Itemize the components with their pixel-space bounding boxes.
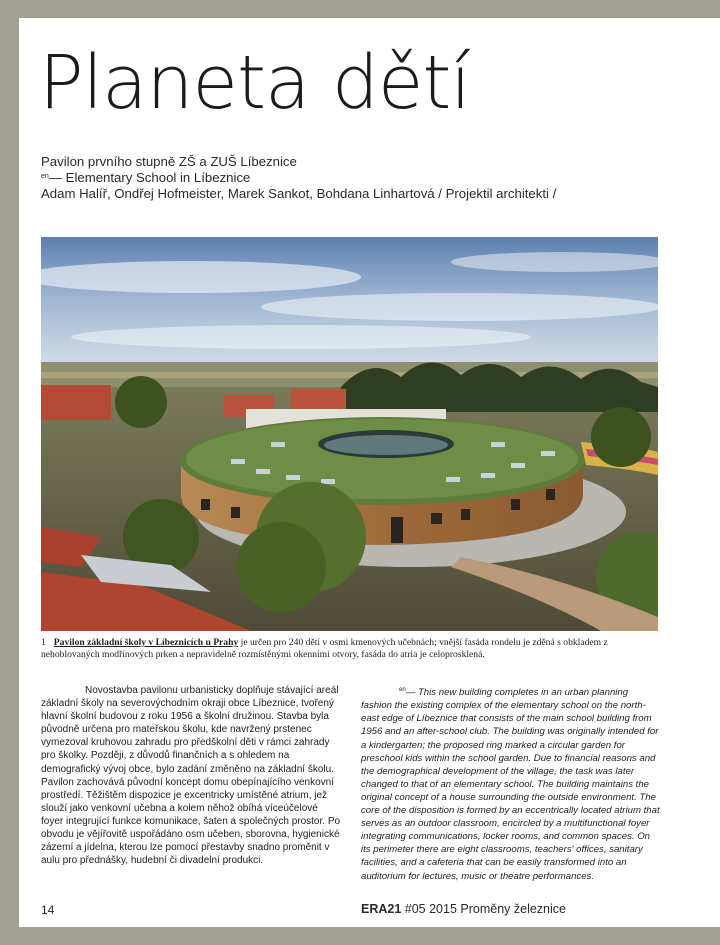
- page-title: Planeta dětí: [39, 40, 470, 126]
- authors-line: Adam Halíř, Ondřej Hofmeister, Marek Sankot, Bohdana Linhartová / Projektil architekti /: [41, 186, 557, 201]
- issue-info: #05 2015 Proměny železnice: [401, 902, 566, 916]
- magazine-page: [19, 18, 720, 927]
- body-text-english: [361, 684, 661, 883]
- caption-text: je určen pro 240 dětí v osmi kmenových učebnách; vnější fasáda rondelu je zděná s obkladem z nehoblovaných modřínových prken a nepravidelně rozmístěnými okenními otvory, fasáda do atria je celoprosklená.: [41, 637, 608, 660]
- language-marker-en: en: [41, 173, 49, 180]
- magazine-footer: [361, 902, 566, 916]
- caption-number: 1: [41, 637, 46, 648]
- subtitle-czech: Pavilon prvního stupně ZŠ a ZUŠ Líbeznice: [41, 154, 297, 169]
- caption-link[interactable]: Pavilon základní školy v Líbeznicích u Prahy: [53, 637, 239, 648]
- page-number: 14: [41, 903, 55, 917]
- body-text-czech: Novostavba pavilonu urbanisticky doplňuje stávající areál základní školy na severovýchodním okraji obce Líbeznice, tvořený hlavní školní budovou z roku 1956 a školní družinou. Stavba byla původně určena pro mateřskou školu, kde navržený prstenec vymezoval kruhovou zahradu pro předškolní děti v rámci zahrady pro školky. Později, z důvodů finančních a s ohledem na demografický vývoj obce, bylo zadání změněno na základní školu. Pavilon zachovává původní koncept domu obepínajícího venkovní prostředí. Těžištěm dispozice je excentricky umístěné atrium, jež slouží jako venkovní učebna a kolem něhož obíhá víceúčelové foyer integrující funkce komunikace, šaten a společných prostor. Po obvodu je vějířovitě uspořádáno osm učeben, sborovna, hygienické zázemí a jídelna, kterou lze pomocí přestavby snadno proměnit v aulu pro přednášky, hudební či divadelní produkci.: [41, 685, 341, 867]
- body-text-english-content: — This new building completes in an urban planning fashion the existing complex of the elementary school on the north-east edge of Líbeznice that consists of the main school building from 1956 and an after-school club. The building was originally intended for a kindergarten; the proposed ring marked a circular garden for preschool kids within the school garden. Due to financial reasons and the demographical development of the village, the task was later changed to that of an elementary school. The building maintains the original concept of a house surrounding the outside environment. The core of the disposition is formed by an eccentrically located atrium that serves as an outdoor classroom, encircled by a multifunctional foyer integrating communications, locker rooms, and common spaces. On its perimeter there are eight classrooms, teachers' offices, sanitary facilities, and a cafeteria that can be easily transformed into an auditorium for lectures, music or theatre performances.: [361, 687, 660, 882]
- subtitle-english-text: — Elementary School in Líbeznice: [48, 170, 251, 185]
- language-marker-en-body: en: [399, 687, 406, 693]
- building-photo-illustration: [41, 237, 658, 631]
- subtitle-english: [41, 170, 250, 186]
- building-photo: [41, 237, 658, 631]
- magazine-name: ERA21: [361, 902, 402, 916]
- photo-caption: [41, 637, 658, 661]
